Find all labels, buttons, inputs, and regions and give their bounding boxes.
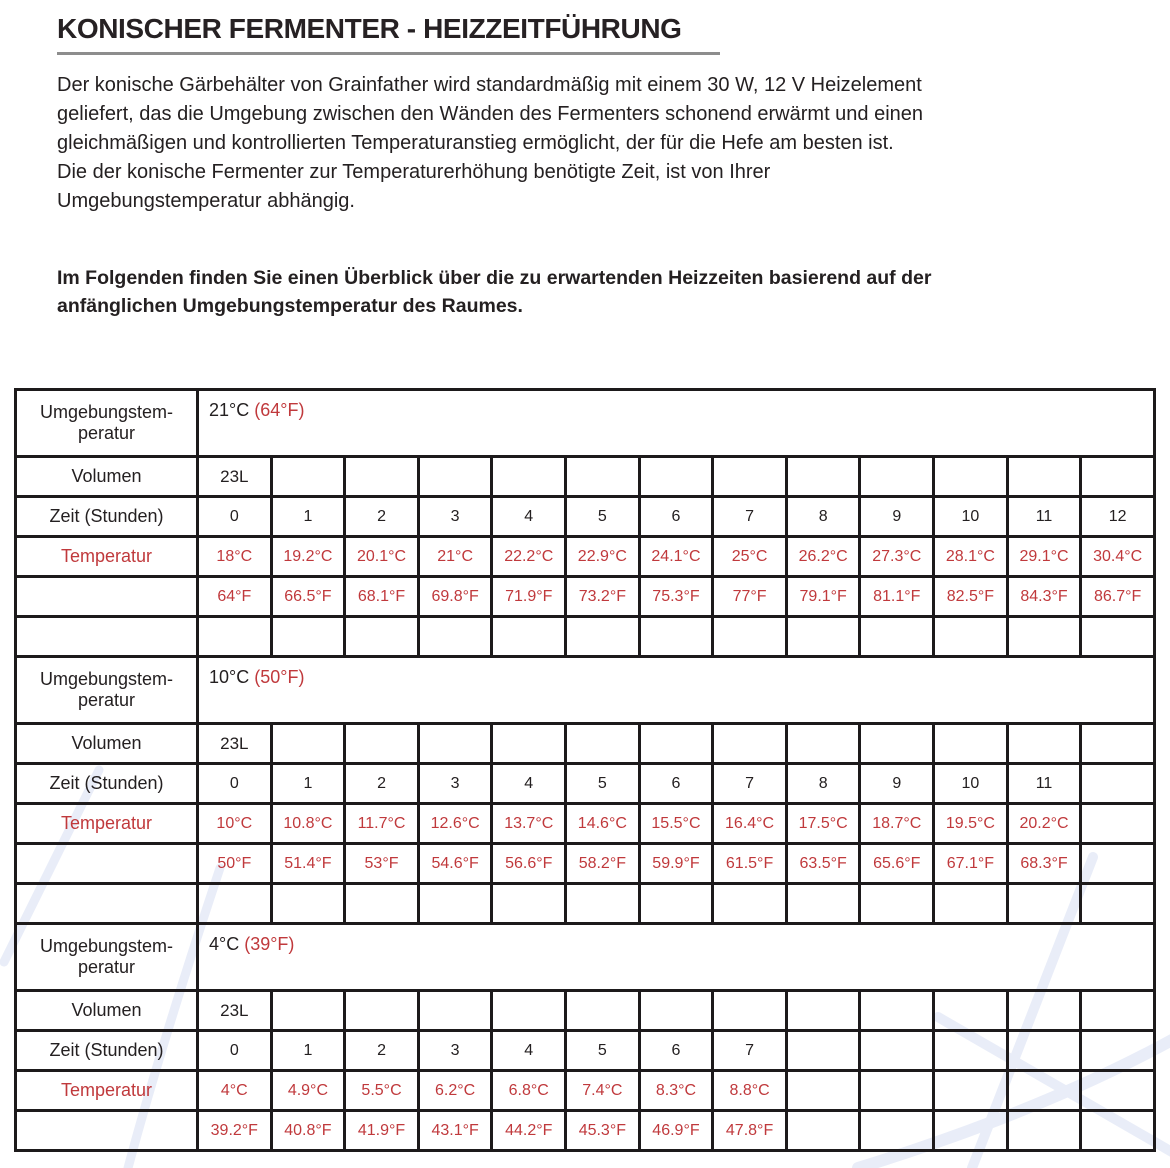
empty-cell: [713, 724, 787, 764]
table-row: [16, 991, 1155, 1031]
spacer-cell: [492, 884, 566, 924]
ambient-value-cell: 4°C (39°F): [198, 924, 1155, 991]
spacer-cell: [786, 617, 860, 657]
empty-cell: [418, 457, 492, 497]
temp-f-cell: 39.2°F: [198, 1111, 272, 1151]
temp-f-cell: 66.5°F: [271, 577, 345, 617]
temp-f-cell: 54.6°F: [418, 844, 492, 884]
hour-cell: [934, 1031, 1008, 1071]
temp-c-cell: 22.2°C: [492, 537, 566, 577]
temp-c-cell: 22.9°C: [566, 537, 640, 577]
hour-cell: [1081, 1031, 1155, 1071]
empty-label-cell: [16, 1111, 198, 1151]
note-paragraph: [57, 264, 1170, 320]
temp-c-cell: 12.6°C: [418, 804, 492, 844]
temp-label-cell: Temperatur: [16, 537, 198, 577]
temp-c-cell: 20.1°C: [345, 537, 419, 577]
temp-f-cell: 51.4°F: [271, 844, 345, 884]
empty-label-cell: [16, 577, 198, 617]
note-line: Im Folgenden finden Sie einen Überblick über die zu erwartenden Heizzeiten basierend auf der: [57, 267, 932, 289]
intro-paragraph: [57, 71, 1170, 216]
table-row: [16, 884, 1155, 924]
temp-label-cell: Temperatur: [16, 804, 198, 844]
empty-cell: [934, 724, 1008, 764]
hour-cell: 4: [492, 764, 566, 804]
intro-line: gleichmäßigen und kontrollierten Temperaturanstieg ermöglicht, der für die Hefe am besten ist.: [57, 132, 894, 154]
temp-f-cell: 77°F: [713, 577, 787, 617]
hour-cell: 2: [345, 497, 419, 537]
hour-cell: [860, 1031, 934, 1071]
empty-cell: [492, 724, 566, 764]
table-row: [16, 617, 1155, 657]
empty-cell: [1007, 457, 1081, 497]
hour-cell: 1: [271, 764, 345, 804]
hour-cell: 0: [198, 1031, 272, 1071]
empty-cell: [492, 991, 566, 1031]
temp-c-cell: 24.1°C: [639, 537, 713, 577]
temp-c-cell: 20.2°C: [1007, 804, 1081, 844]
spacer-cell: [16, 617, 198, 657]
hour-cell: 6: [639, 497, 713, 537]
spacer-cell: [198, 617, 272, 657]
temp-f-cell: 56.6°F: [492, 844, 566, 884]
temp-f-cell: 63.5°F: [786, 844, 860, 884]
spacer-cell: [16, 884, 198, 924]
temp-c-cell: 30.4°C: [1081, 537, 1155, 577]
document-page: [0, 12, 1170, 1152]
empty-cell: [860, 724, 934, 764]
spacer-cell: [713, 884, 787, 924]
temp-label-cell: Temperatur: [16, 1071, 198, 1111]
empty-cell: [786, 724, 860, 764]
hour-cell: 10: [934, 497, 1008, 537]
hour-cell: 8: [786, 497, 860, 537]
temp-f-cell: 40.8°F: [271, 1111, 345, 1151]
temp-c-cell: [1081, 1071, 1155, 1111]
temp-c-cell: 19.2°C: [271, 537, 345, 577]
table-row: [16, 390, 1155, 457]
temp-c-cell: 8.3°C: [639, 1071, 713, 1111]
spacer-cell: [934, 884, 1008, 924]
temp-c-cell: 7.4°C: [566, 1071, 640, 1111]
temp-c-cell: 11.7°C: [345, 804, 419, 844]
hour-cell: [1081, 764, 1155, 804]
temp-f-cell: [860, 1111, 934, 1151]
volume-value-cell: 23L: [198, 724, 272, 764]
temp-c-cell: 6.2°C: [418, 1071, 492, 1111]
spacer-cell: [1081, 884, 1155, 924]
table-row: [16, 577, 1155, 617]
temp-f-cell: 45.3°F: [566, 1111, 640, 1151]
spacer-cell: [566, 884, 640, 924]
spacer-cell: [786, 884, 860, 924]
hour-cell: 5: [566, 1031, 640, 1071]
intro-line: Der konische Gärbehälter von Grainfather wird standardmäßig mit einem 30 W, 12 V Heizelement: [57, 74, 922, 96]
empty-cell: [271, 991, 345, 1031]
empty-cell: [345, 991, 419, 1031]
page-title: KONISCHER FERMENTER - HEIZZEITFÜHRUNG: [57, 13, 682, 44]
spacer-cell: [860, 617, 934, 657]
hour-cell: 8: [786, 764, 860, 804]
temp-c-cell: 4°C: [198, 1071, 272, 1111]
ambient-label-cell: Umgebungstem- peratur: [16, 657, 198, 724]
volume-value-cell: 23L: [198, 991, 272, 1031]
temp-f-cell: 61.5°F: [713, 844, 787, 884]
time-label-cell: Zeit (Stunden): [16, 1031, 198, 1071]
temp-c-cell: 4.9°C: [271, 1071, 345, 1111]
volume-value-cell: 23L: [198, 457, 272, 497]
spacer-cell: [860, 884, 934, 924]
title-underline: [57, 52, 720, 55]
spacer-cell: [713, 617, 787, 657]
hour-cell: 3: [418, 497, 492, 537]
temp-c-cell: 6.8°C: [492, 1071, 566, 1111]
spacer-cell: [1007, 884, 1081, 924]
table-row: [16, 657, 1155, 724]
hour-cell: 5: [566, 764, 640, 804]
temp-c-cell: [1081, 804, 1155, 844]
empty-cell: [934, 991, 1008, 1031]
temp-c-cell: 5.5°C: [345, 1071, 419, 1111]
empty-cell: [1007, 991, 1081, 1031]
hour-cell: 11: [1007, 764, 1081, 804]
empty-cell: [345, 724, 419, 764]
temp-f-cell: 73.2°F: [566, 577, 640, 617]
spacer-cell: [1081, 617, 1155, 657]
hour-cell: 2: [345, 764, 419, 804]
time-label-cell: Zeit (Stunden): [16, 497, 198, 537]
temp-c-cell: 10.8°C: [271, 804, 345, 844]
empty-cell: [566, 991, 640, 1031]
empty-cell: [271, 724, 345, 764]
hour-cell: 12: [1081, 497, 1155, 537]
temp-c-cell: [934, 1071, 1008, 1111]
intro-line: geliefert, das die Umgebung zwischen den Wänden des Fermenters schonend erwärmt und einen: [57, 103, 924, 125]
spacer-cell: [639, 884, 713, 924]
empty-cell: [786, 991, 860, 1031]
temp-f-cell: [1081, 844, 1155, 884]
temp-f-cell: 47.8°F: [713, 1111, 787, 1151]
temp-f-cell: [1007, 1111, 1081, 1151]
hour-cell: 7: [713, 497, 787, 537]
spacer-cell: [345, 884, 419, 924]
hour-cell: 7: [713, 1031, 787, 1071]
hour-cell: 1: [271, 497, 345, 537]
empty-cell: [1081, 991, 1155, 1031]
spacer-cell: [492, 617, 566, 657]
hour-cell: 6: [639, 1031, 713, 1071]
temp-c-cell: 13.7°C: [492, 804, 566, 844]
empty-cell: [786, 457, 860, 497]
temp-c-cell: 19.5°C: [934, 804, 1008, 844]
temp-f-cell: 65.6°F: [860, 844, 934, 884]
temp-f-cell: 82.5°F: [934, 577, 1008, 617]
hour-cell: [786, 1031, 860, 1071]
empty-cell: [639, 991, 713, 1031]
temp-c-cell: 17.5°C: [786, 804, 860, 844]
heating-tables: [14, 388, 1170, 1152]
intro-line: Umgebungstemperatur abhängig.: [57, 190, 355, 212]
empty-cell: [345, 457, 419, 497]
temp-f-cell: [1081, 1111, 1155, 1151]
temp-f-cell: 84.3°F: [1007, 577, 1081, 617]
empty-cell: [271, 457, 345, 497]
heating-table-3: [14, 922, 1156, 1152]
hour-cell: 7: [713, 764, 787, 804]
spacer-cell: [198, 884, 272, 924]
volume-label-cell: Volumen: [16, 991, 198, 1031]
hour-cell: 9: [860, 497, 934, 537]
empty-cell: [860, 457, 934, 497]
temp-f-cell: 58.2°F: [566, 844, 640, 884]
temp-f-cell: 71.9°F: [492, 577, 566, 617]
empty-cell: [418, 991, 492, 1031]
temp-f-cell: 59.9°F: [639, 844, 713, 884]
empty-cell: [566, 457, 640, 497]
hour-cell: 3: [418, 1031, 492, 1071]
ambient-label-cell: Umgebungstem- peratur: [16, 924, 198, 991]
table-row: [16, 924, 1155, 991]
empty-cell: [639, 457, 713, 497]
spacer-cell: [566, 617, 640, 657]
hour-cell: 1: [271, 1031, 345, 1071]
temp-f-cell: 81.1°F: [860, 577, 934, 617]
hour-cell: 10: [934, 764, 1008, 804]
temp-f-cell: 50°F: [198, 844, 272, 884]
spacer-cell: [418, 884, 492, 924]
empty-cell: [713, 991, 787, 1031]
hour-cell: 4: [492, 497, 566, 537]
hour-cell: 9: [860, 764, 934, 804]
hour-cell: 6: [639, 764, 713, 804]
temp-c-cell: [786, 1071, 860, 1111]
temp-f-cell: [786, 1111, 860, 1151]
table-row: [16, 1031, 1155, 1071]
empty-cell: [418, 724, 492, 764]
ambient-value-cell: 10°C (50°F): [198, 657, 1155, 724]
ambient-label-cell: Umgebungstem- peratur: [16, 390, 198, 457]
temp-f-cell: 44.2°F: [492, 1111, 566, 1151]
temp-f-cell: 79.1°F: [786, 577, 860, 617]
empty-cell: [713, 457, 787, 497]
hour-cell: 4: [492, 1031, 566, 1071]
table-row: [16, 497, 1155, 537]
table-row: [16, 1111, 1155, 1151]
temp-c-cell: 21°C: [418, 537, 492, 577]
spacer-cell: [345, 617, 419, 657]
temp-f-cell: 43.1°F: [418, 1111, 492, 1151]
ambient-value-cell: 21°C (64°F): [198, 390, 1155, 457]
temp-c-cell: 18°C: [198, 537, 272, 577]
temp-f-cell: [934, 1111, 1008, 1151]
empty-cell: [566, 724, 640, 764]
temp-f-cell: 86.7°F: [1081, 577, 1155, 617]
temp-c-cell: 27.3°C: [860, 537, 934, 577]
temp-f-cell: 69.8°F: [418, 577, 492, 617]
temp-c-cell: 29.1°C: [1007, 537, 1081, 577]
volume-label-cell: Volumen: [16, 457, 198, 497]
temp-c-cell: 15.5°C: [639, 804, 713, 844]
empty-cell: [1007, 724, 1081, 764]
temp-f-cell: 75.3°F: [639, 577, 713, 617]
hour-cell: 2: [345, 1031, 419, 1071]
empty-cell: [934, 457, 1008, 497]
table-row: [16, 804, 1155, 844]
empty-cell: [492, 457, 566, 497]
spacer-cell: [934, 617, 1008, 657]
temp-c-cell: 28.1°C: [934, 537, 1008, 577]
temp-f-cell: 64°F: [198, 577, 272, 617]
volume-label-cell: Volumen: [16, 724, 198, 764]
empty-cell: [639, 724, 713, 764]
temp-f-cell: 53°F: [345, 844, 419, 884]
spacer-cell: [639, 617, 713, 657]
temp-c-cell: 18.7°C: [860, 804, 934, 844]
empty-cell: [1081, 724, 1155, 764]
temp-c-cell: 25°C: [713, 537, 787, 577]
heating-table-1: [14, 388, 1156, 658]
temp-c-cell: 16.4°C: [713, 804, 787, 844]
temp-c-cell: [860, 1071, 934, 1111]
empty-cell: [860, 991, 934, 1031]
hour-cell: [1007, 1031, 1081, 1071]
temp-c-cell: 8.8°C: [713, 1071, 787, 1111]
hour-cell: 3: [418, 764, 492, 804]
intro-line: Die der konische Fermenter zur Temperaturerhöhung benötigte Zeit, ist von Ihrer: [57, 161, 771, 183]
hour-cell: 0: [198, 497, 272, 537]
temp-f-cell: 67.1°F: [934, 844, 1008, 884]
temp-c-cell: 26.2°C: [786, 537, 860, 577]
temp-f-cell: 68.3°F: [1007, 844, 1081, 884]
table-row: [16, 537, 1155, 577]
empty-cell: [1081, 457, 1155, 497]
hour-cell: 5: [566, 497, 640, 537]
empty-label-cell: [16, 844, 198, 884]
table-row: [16, 844, 1155, 884]
temp-f-cell: 46.9°F: [639, 1111, 713, 1151]
time-label-cell: Zeit (Stunden): [16, 764, 198, 804]
hour-cell: 11: [1007, 497, 1081, 537]
table-row: [16, 1071, 1155, 1111]
temp-c-cell: [1007, 1071, 1081, 1111]
temp-f-cell: 68.1°F: [345, 577, 419, 617]
spacer-cell: [1007, 617, 1081, 657]
heating-table-2: [14, 655, 1156, 925]
table-row: [16, 764, 1155, 804]
hour-cell: 0: [198, 764, 272, 804]
temp-c-cell: 14.6°C: [566, 804, 640, 844]
note-line: anfänglichen Umgebungstemperatur des Raumes.: [57, 295, 523, 317]
spacer-cell: [418, 617, 492, 657]
table-row: [16, 724, 1155, 764]
table-row: [16, 457, 1155, 497]
spacer-cell: [271, 617, 345, 657]
spacer-cell: [271, 884, 345, 924]
temp-c-cell: 10°C: [198, 804, 272, 844]
temp-f-cell: 41.9°F: [345, 1111, 419, 1151]
